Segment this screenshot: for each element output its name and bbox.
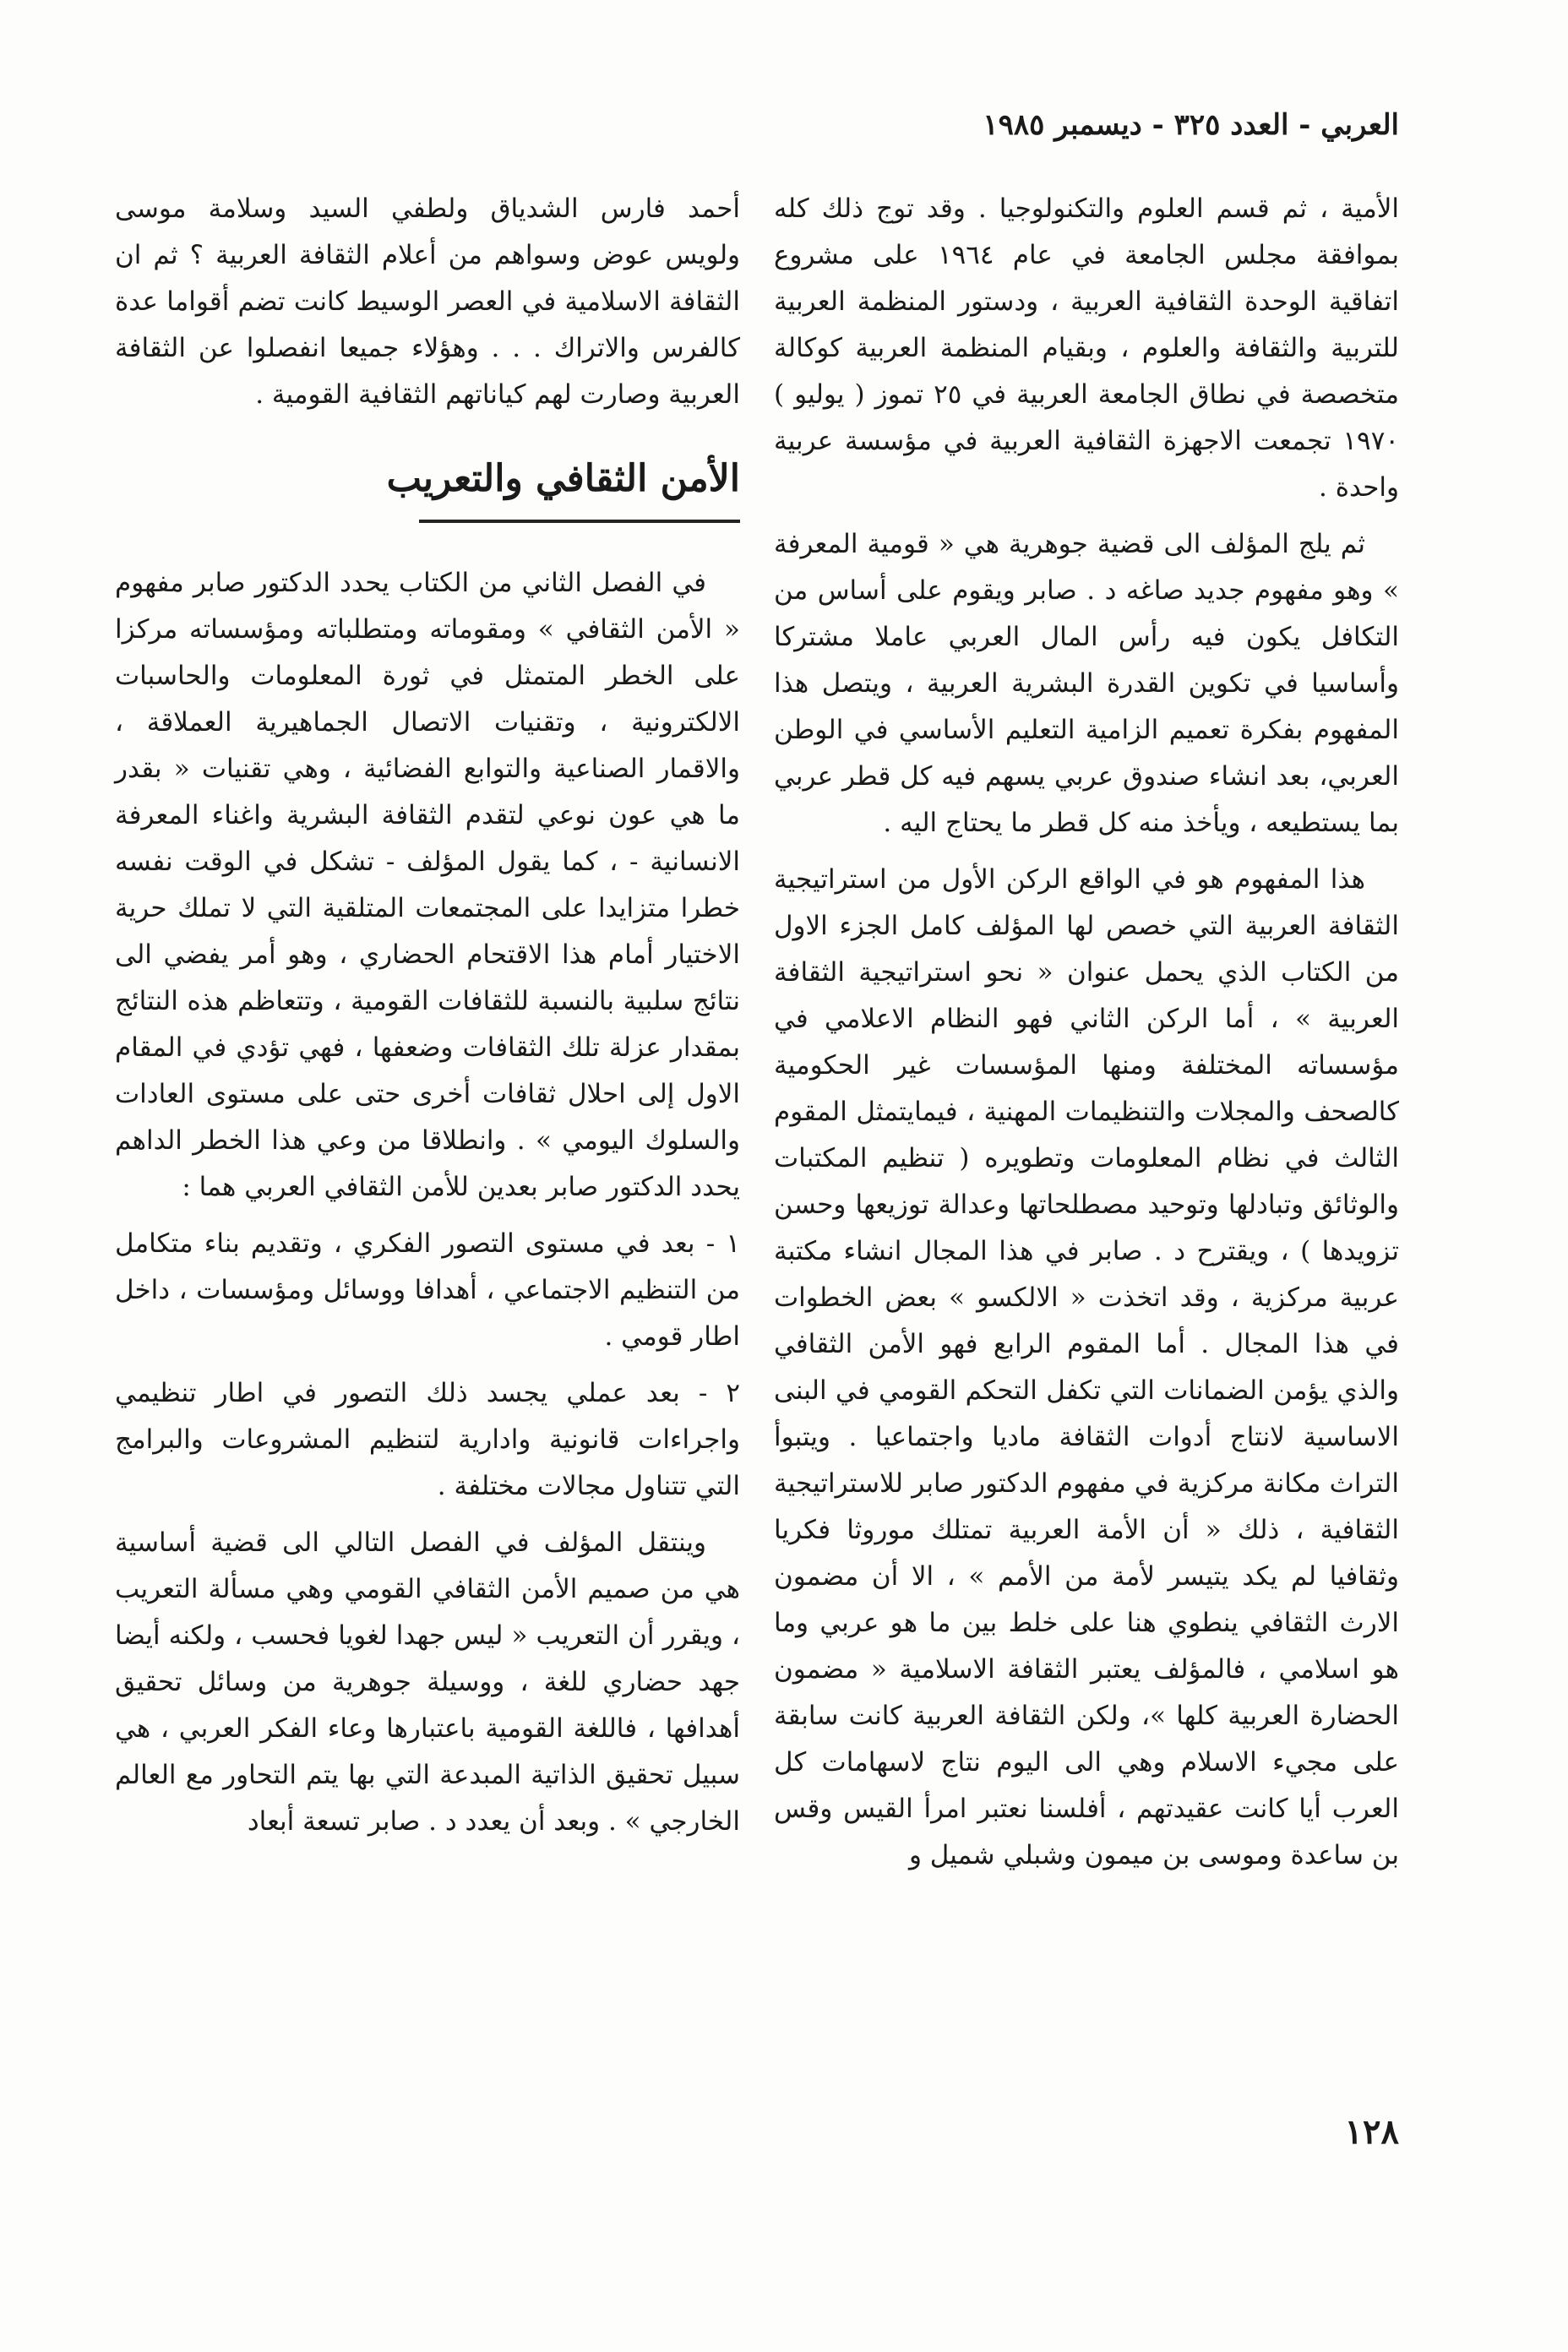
section-heading: الأمن الثقافي والتعريب — [386, 457, 740, 500]
heading-rule — [419, 520, 740, 523]
page-number: ١٢٨ — [1344, 2112, 1399, 2152]
paragraph: وينتقل المؤلف في الفصل التالي الى قضية أساسية هي من صميم الأمن الثقافي القومي وهي مسألة التعريب ، ويقرر أن التعريب « ليس جهدا لغويا فحسب ، ولكنه أيضا جهد حضاري للغة ، ووسيلة جوهرية من وسائل تحقيق أهدافها ، فاللغة القومية باعتبارها وعاء الفكر العربي ، هي سبيل تحقيق الذاتية المبدعة التي بها يتم التحاور مع العالم الخارجي » . وبعد أن يعدد د . صابر تسعة أبعاد — [115, 1527, 740, 1837]
left-column — [115, 186, 740, 1855]
running-header: العربي - العدد ٣٢٥ - ديسمبر ١٩٨٥ — [983, 108, 1399, 142]
paragraph: أحمد فارس الشدياق ولطفي السيد وسلامة موسى ولويس عوض وسواهم من أعلام الثقافة العربية ؟ ثم ان الثقافة الاسلامية في العصر الوسيط كانت تضم أقواما عدة كالفرس والاتراك . . . وهؤلاء جميعا انفصلوا عن الثقافة العربية وصارت لهم كياناتهم الثقافية القومية . — [115, 193, 740, 410]
paragraph: الأمية ، ثم قسم العلوم والتكنولوجيا . وقد توج ذلك كله بموافقة مجلس الجامعة في عام ١٩٦٤ على مشروع اتفاقية الوحدة الثقافية العربية ، ودستور المنظمة العربية للتربية والثقافة والعلوم ، وبقيام المنظمة العربية كوكالة متخصصة في نطاق الجامعة العربية في ٢٥ تموز ( يوليو ) ١٩٧٠ تجمعت الاجهزة الثقافية العربية في مؤسسة عربية واحدة . — [774, 193, 1399, 503]
list-item: ٢ - بعد عملي يجسد ذلك التصور في اطار تنظيمي واجراءات قانونية وادارية لتنظيم المشروعات والبرامج التي تتناول مجالات مختلفة . — [115, 1378, 740, 1501]
paragraph: هذا المفهوم هو في الواقع الركن الأول من استراتيجية الثقافة العربية التي خصص لها المؤلف كامل الجزء الاول من الكتاب الذي يحمل عنوان « نحو استراتيجية الثقافة العربية » ، أما الركن الثاني فهو النظام الاعلامي في مؤسساته المختلفة ومنها المؤسسات غير الحكومية كالصحف والمجلات والتنظيمات المهنية ، فيمايتمثل المقوم الثالث في نظام المعلومات وتطويره ( تنظيم المكتبات والوثائق وتبادلها وتوحيد مصطلحاتها وعدالة توزيعها وحسن تزويدها ) ، ويقترح د . صابر في هذا المجال انشاء مكتبة عربية مركزية ، وقد اتخذت « الالكسو » بعض الخطوات في هذا المجال . أما المقوم الرابع فهو الأمن الثقافي والذي يؤمن الضمانات التي تكفل التحكم القومي في البنى الاساسية لانتاج أدوات الثقافة ماديا واجتماعيا . ويتبوأ التراث مكانة مركزية في مفهوم الدكتور صابر للاستراتيجية الثقافية ، ذلك « أن الأمة العربية تمتلك موروثا فكريا وثقافيا لم يكد يتيسر لأمة من الأمم » ، الا أن مضمون الارث الثقافي ينطوي هنا على خلط بين ما هو عربي وما هو اسلامي ، فالمؤلف يعتبر الثقافة الاسلامية « مضمون الحضارة العربية كلها »، ولكن الثقافة العربية كانت سابقة على مجيء الاسلام وهي الى اليوم نتاج لاسهامات كل العرب أيا كانت عقيدتهم ، أفلسنا نعتبر امرأ القيس وقس بن ساعدة وموسى بن ميمون وشبلي شميل و — [774, 864, 1399, 1870]
list-item: ١ - بعد في مستوى التصور الفكري ، وتقديم بناء متكامل من التنظيم الاجتماعي ، أهدافا ووسائل ومؤسسات ، داخل اطار قومي . — [115, 1228, 740, 1352]
paragraph: في الفصل الثاني من الكتاب يحدد الدكتور صابر مفهوم « الأمن الثقافي » ومقوماته ومتطلباته ومؤسساته مركزا على الخطر المتمثل في ثورة المعلومات والحاسبات الالكترونية ، وتقنيات الاتصال الجماهيرية العملاقة ، والاقمار الصناعية والتوابع الفضائية ، وهي تقنيات « بقدر ما هي عون نوعي لتقدم الثقافة البشرية واغناء المعرفة الانسانية - ، كما يقول المؤلف - تشكل في الوقت نفسه خطرا متزايدا على المجتمعات المتلقية التي لا تملك حرية الاختيار أمام هذا الاقتحام الحضاري ، وهو أمر يفضي الى نتائج سلبية بالنسبة للثقافات القومية ، وتتعاظم هذه النتائج بمقدار عزلة تلك الثقافات وضعفها ، فهي تؤدي في المقام الاول إلى احلال ثقافات أخرى حتى على مستوى العادات والسلوك اليومي » . وانطلاقا من وعي هذا الخطر الداهم يحدد الدكتور صابر بعدين للأمن الثقافي العربي هما : — [115, 568, 740, 1202]
right-column — [774, 186, 1399, 1889]
paragraph: ثم يلج المؤلف الى قضية جوهرية هي « قومية المعرفة » وهو مفهوم جديد صاغه د . صابر ويقوم على أساس من التكافل يكون فيه رأس المال العربي عاملا مشتركا وأساسيا في تكوين القدرة البشرية العربية ، ويتصل هذا المفهوم بفكرة تعميم الزامية التعليم الأساسي في الوطن العربي، بعد انشاء صندوق عربي يسهم فيه كل قطر عربي بما يستطيعه ، ويأخذ منه كل قطر ما يحتاج اليه . — [774, 529, 1399, 838]
